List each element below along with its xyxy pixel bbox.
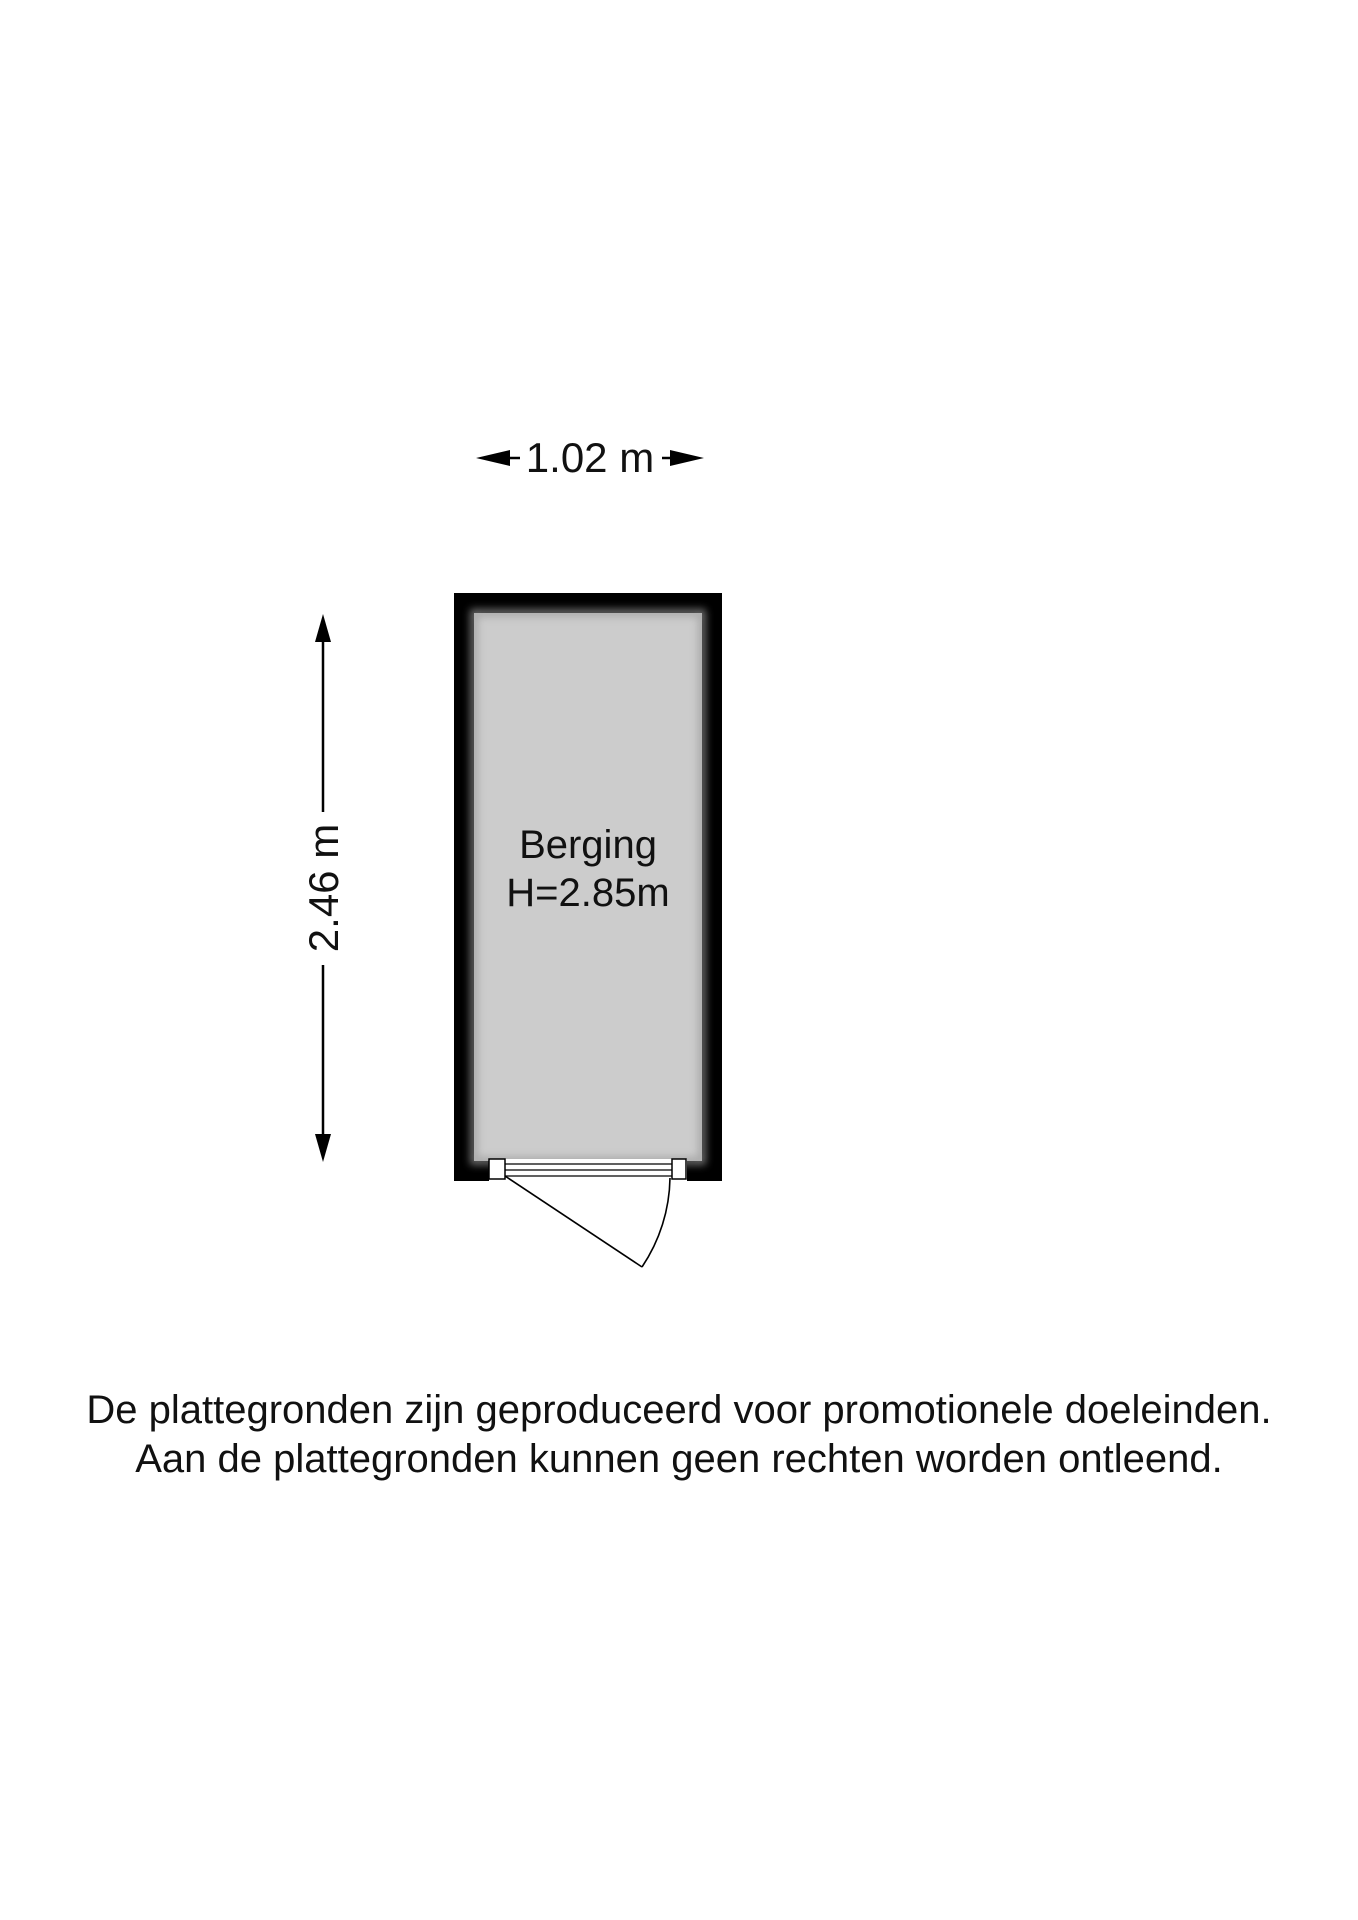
arrow-up-icon [315,614,331,642]
disclaimer [0,1386,1358,1484]
width-label: 1.02 m [525,434,655,481]
door-swing-arc [642,1178,670,1267]
arrow-down-icon [315,1134,331,1162]
door-jamb-left [489,1159,505,1179]
door-leaf [505,1176,642,1267]
length-label: 2.46 m [300,823,347,953]
width-dimension [476,434,704,481]
door-jamb-right [672,1159,686,1179]
room-berging [454,593,722,1267]
room-name: Berging [519,823,657,867]
disclaimer-line-1: De plattegronden zijn geproduceerd voor promotionele doeleinden. [86,1388,1272,1432]
arrow-left-icon [476,450,510,466]
length-dimension [300,614,347,1162]
room-height: H=2.85m [506,871,670,915]
disclaimer-line-2: Aan de plattegronden kunnen geen rechten worden ontleend. [135,1437,1223,1481]
arrow-right-icon [670,450,704,466]
